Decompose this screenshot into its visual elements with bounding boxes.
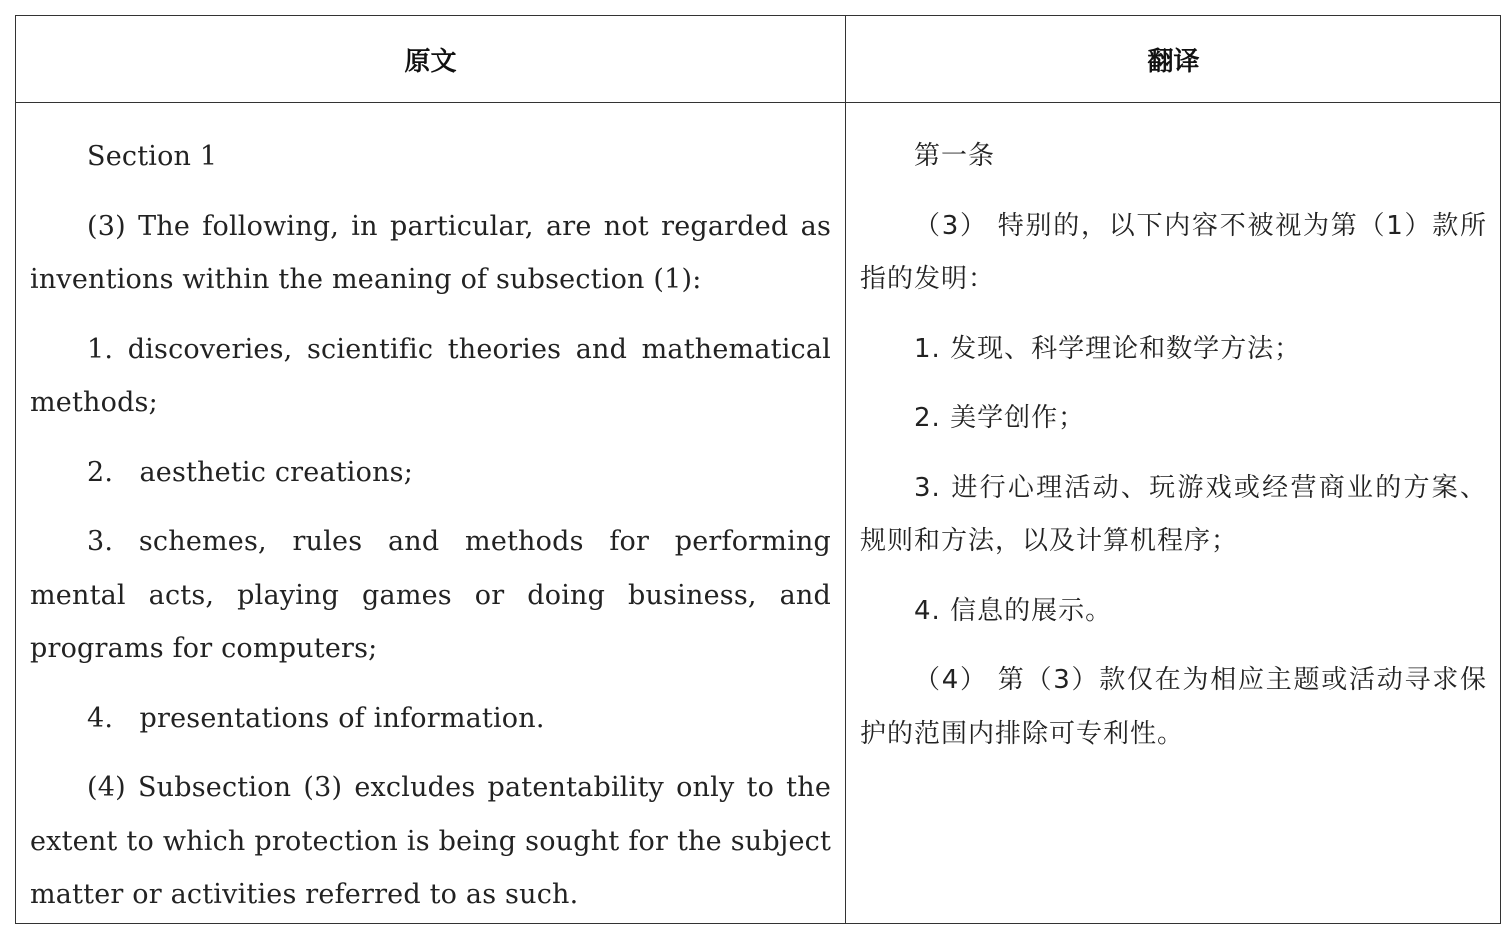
translation-item-3: 3. 进行心理活动、玩游戏或经营商业的方案、规则和方法，以及计算机程序；	[860, 472, 1487, 556]
original-item-2: 2. aesthetic creations;	[87, 456, 414, 488]
original-item-3: 3. schemes, rules and methods for performing mental acts, playing games or doing business, and programs for computers;	[30, 526, 831, 664]
comparison-table	[15, 15, 1501, 924]
original-item-4: 4. presentations of information.	[87, 702, 545, 734]
original-item-1: 1. discoveries, scientific theories and mathematical methods;	[30, 333, 831, 418]
translation-paragraph-4: （4） 第（3）款仅在为相应主题或活动寻求保护的范围内排除可专利性。	[860, 665, 1487, 749]
original-text-cell	[16, 103, 845, 923]
translation-text-cell	[846, 103, 1501, 923]
header-original: 原文	[404, 46, 457, 77]
translation-section-heading: 第一条	[914, 141, 996, 171]
translation-item-2: 2. 美学创作；	[914, 403, 1086, 433]
original-section-heading: Section 1	[87, 141, 218, 172]
header-translation: 翻译	[1147, 46, 1200, 77]
translation-item-4: 4. 信息的展示。	[914, 595, 1113, 626]
translation-item-1: 1. 发现、科学理论和数学方法；	[914, 333, 1302, 364]
translation-paragraph-3: （3） 特别的，以下内容不被视为第（1）款所指的发明：	[860, 210, 1487, 294]
original-paragraph-4: (4) Subsection (3) excludes patentability only to the extent to which protection is being sought for the subject matter or activities referred to as such.	[30, 772, 831, 910]
original-paragraph-3: (3) The following, in particular, are not regarded as inventions within the meaning of subsection (1):	[30, 210, 831, 295]
